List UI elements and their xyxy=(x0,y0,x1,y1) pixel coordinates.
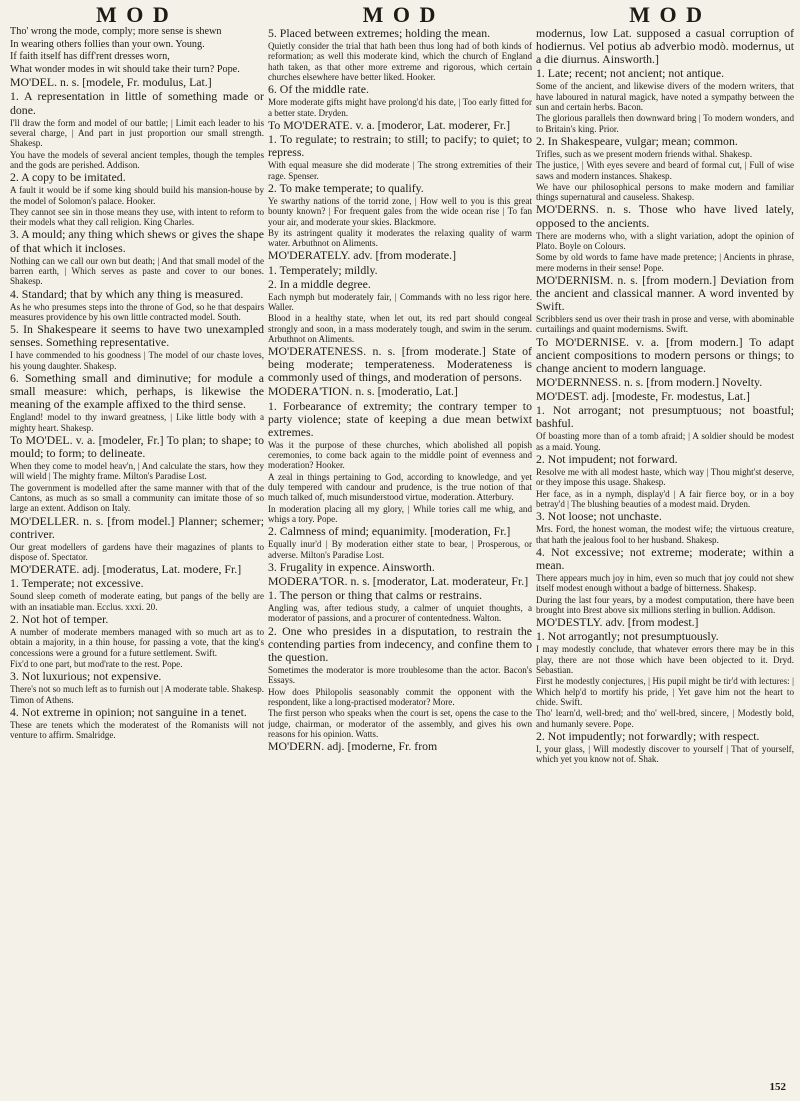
quotation: Angling was, after tedious study, a calmer of unquiet thoughts, a moderator of passions, and a procurer of contentedness. Walton. xyxy=(268,603,532,624)
quotation: The justice, | With eyes severe and beard of formal cut, | Full of wise saws and modern instances. Shakesp. xyxy=(536,160,794,181)
quotation: Some of the ancient, and likewise divers of the modern writers, that have laboured in natural magick, have noted a sympathy between the sun and certain herbs. Bacon. xyxy=(536,81,794,112)
quotation: Quietly consider the trial that hath been thus long had of both kinds of reformation; as well this moderate kind, which the church of England hath taken, as that other more extreme and rigorous, which certain churches elsewhere have better liked. Hooker. xyxy=(268,41,532,82)
quotation: They cannot see sin in those means they use, with intent to reform to their models what they call religion. King Charles. xyxy=(10,206,264,228)
dictionary-entry: 1. A representation in little of something made or done. xyxy=(10,89,264,117)
dictionary-entry: MO'DELLER. n. s. [from model.] Planner; schemer; contriver. xyxy=(10,513,264,541)
dictionary-entry: 4. Not extreme in opinion; not sanguine in a tenet. xyxy=(10,705,247,720)
dictionary-entry: MO'DEST. adj. [modeste, Fr. modestus, Lat.] xyxy=(536,389,750,404)
quotation: Sometimes the moderator is more troublesome than the actor. Bacon's Essays. xyxy=(268,665,532,686)
quotation: Scribblers send us over their trash in prose and verse, with abominable curtailings and quaint modernisms. Swift. xyxy=(536,314,794,335)
header-left: M O D xyxy=(95,2,171,27)
dictionary-entry: MODERA'TOR. n. s. [moderator, Lat. moderateur, Fr.] xyxy=(268,574,529,588)
dictionary-entry: 1. Not arrogantly; not presumptuously. xyxy=(536,629,719,644)
dictionary-entry: MO'DERNNESS. n. s. [from modern.] Novelty. xyxy=(536,374,763,389)
dictionary-columns xyxy=(10,26,794,1086)
dictionary-entry: 1. Not arrogant; not presumptuous; not boastful; bashful. xyxy=(536,403,794,431)
quotation: When they come to model heav'n, | And calculate the stars, how they will wield | The mighty frame. Milton's Paradise Lost. xyxy=(10,461,264,482)
quotation: How does Philopolis seasonably commit the opponent with the respondent, like a long-practised moderator? More. xyxy=(268,686,532,707)
quotation: Nothing can we call our own but death; | And that small model of the barren earth, | Which serves as paste and cover to our bones. Shakesp. xyxy=(10,255,264,287)
quotation: A zeal in things pertaining to God, according to knowledge, and yet duly tempered with candour and prudence, is the true notion of that much talked of, much misunderstood virtue, moderation. Atterbury. xyxy=(268,471,532,503)
quotation: During the last four years, by a modest computation, there have been brought into Brest above six millions sterling in bullion. Addison. xyxy=(536,594,794,615)
dictionary-entry: MO'DERATE. adj. [moderatus, Lat. modere, Fr.] xyxy=(10,562,242,577)
quotation: You have the models of several ancient temples, though the temples and the gods are perished. Addison. xyxy=(10,149,264,170)
quotation: More moderate gifts might have prolong'd his date, | Too early fitted for a better state. Dryden. xyxy=(268,97,532,118)
dictionary-entry: 2. One who presides in a disputation, to restrain the contending parties from indecency, and confine them to the question. xyxy=(268,623,532,664)
quotation: There are moderns who, with a slight variation, adopt the opinion of Plato. Boyle on Colours. xyxy=(536,230,794,251)
dictionary-entry: To MO'DEL. v. a. [modeler, Fr.] To plan; to shape; to mould; to form; to delineate. xyxy=(10,432,264,460)
header-right: M O D xyxy=(629,2,705,27)
dictionary-entry: modernus, low Lat. supposed a casual corruption of hodiernus. Vel potius ab adverbio modò. modernus, ut a die diurnus. Ainsworth.] xyxy=(536,26,794,67)
dictionary-entry: 6. Something small and diminutive; for module a small measure: which, perhaps, is likewise the meaning of the example affixed to the third sense. xyxy=(10,370,264,412)
quotation: First he modestly conjectures, | His pupil might be tir'd with lectures: | Which help'd to mortify his pride, | Yet gave him not the heart to chide. Swift. xyxy=(536,676,794,707)
dictionary-entry: MO'DERN. adj. [moderne, Fr. from xyxy=(268,739,438,754)
dictionary-entry: 2. A copy to be imitated. xyxy=(10,170,126,185)
dictionary-entry: 3. A mould; any thing which shews or gives the shape of that which it incloses. xyxy=(10,227,264,255)
quotation: We have our philosophical persons to make modern and familiar things supernatural and causeless. Shakesp. xyxy=(536,181,794,203)
dictionary-entry: To MO'DERNISE. v. a. [from modern.] To adapt ancient compositions to modern persons or things; to change ancient to modern language. xyxy=(536,334,794,375)
dictionary-entry: MO'DERATELY. adv. [from moderate.] xyxy=(268,248,457,263)
quotation: A fault it would be if some king should build his mansion-house by the model of Solomon's palace. Hooker. xyxy=(10,185,264,206)
header-center: M O D xyxy=(362,2,438,27)
quotation: Trifles, such as we present modern friends withal. Shakesp. xyxy=(536,148,753,159)
dictionary-entry: 1. To regulate; to restrain; to still; to pacify; to quiet; to repress. xyxy=(268,132,532,160)
column-left xyxy=(10,26,264,1086)
text-line: Tho' wrong the mode, comply; more sense is shewn xyxy=(10,26,222,37)
quotation: Blood in a healthy state, when let out, its red part should congeal strongly and soon, in a mass moderately tough, and swim in the serum. Arbuthnot on Aliments. xyxy=(268,313,532,344)
quotation: Of boasting more than of a tomb afraid; | A soldier should be modest as a maid. Young. xyxy=(536,431,794,452)
dictionary-entry: 3. Not loose; not unchaste. xyxy=(536,509,662,524)
dictionary-entry: 3. Frugality in expence. Ainsworth. xyxy=(268,559,435,574)
dictionary-entry: MO'DEL. n. s. [modele, Fr. modulus, Lat.] xyxy=(10,75,212,90)
dictionary-entry: 1. Forbearance of extremity; the contrary temper to party violence; state of keeping a due mean betwixt extremes. xyxy=(268,398,532,439)
quotation: There appears much joy in him, even so much that joy could not shew itself modest enough without a badge of bitterness. Shakesp. xyxy=(536,573,794,594)
dictionary-entry: 2. Not impudent; not forward. xyxy=(536,451,678,466)
quotation: Ye swarthy nations of the torrid zone, | How well to you is this great bounty known? | For frequent gales from the wide ocean rise | To fan your air, and moderate your skies. Blackmore. xyxy=(268,195,532,227)
quotation: Was it the purpose of these churches, which abolished all popish ceremonies, to come back again to the middle point of evenness and moderation? Hooker. xyxy=(268,439,532,471)
quotation: As he who presumes steps into the throne of God, so he that despairs measures providence by his own little contracted model. South. xyxy=(10,301,264,322)
dictionary-entry: 2. Not impudently; not forwardly; with respect. xyxy=(536,728,760,743)
text-line: What wonder modes in wit should take their turn? Pope. xyxy=(10,63,240,75)
quotation: I have commended to his goodness | The model of our chaste loves, his young daughter. Shakesp. xyxy=(10,350,264,371)
text-line: In wearing others follies than your own. Young. xyxy=(10,38,205,50)
quotation: The first person who speaks when the court is set, opens the case to the judge, chairman, or moderator of the assembly, and gives his own reasons for his opinion. Watts. xyxy=(268,708,532,739)
dictionary-entry: 1. The person or thing that calms or restrains. xyxy=(268,588,483,603)
quotation: Sound sleep cometh of moderate eating, but pangs of the belly are with an insatiable man. Ecclus. xxxi. 20. xyxy=(10,591,264,612)
dictionary-entry: 5. Placed between extremes; holding the mean. xyxy=(268,26,491,40)
quotation: Equally inur'd | By moderation either state to bear, | Prosperous, or adverse. Milton's Paradise Lost. xyxy=(268,539,532,560)
quotation: I'll draw the form and model of our battle; | Limit each leader to his several charge, | And part in just proportion our small strength. Shakesp. xyxy=(10,117,264,149)
quotation: Our great modellers of gardens have their magazines of plants to dispose of. Spectator. xyxy=(10,541,264,562)
dictionary-entry: 1. Temperately; mildly. xyxy=(268,262,378,277)
quotation: The glorious parallels then downward bring | To modern wonders, and to Britain's king. Prior. xyxy=(536,113,794,134)
dictionary-entry: MO'DERNS. n. s. Those who have lived lately, opposed to the ancients. xyxy=(536,202,794,230)
column-middle xyxy=(268,26,532,1086)
quotation: I, your glass, | Will modestly discover to yourself | That of yourself, which yet you know not of. Shak. xyxy=(536,743,794,765)
page-number: 152 xyxy=(769,1081,786,1093)
quotation: England! model to thy inward greatness, | Like little body with a mighty heart. Shakesp. xyxy=(10,412,264,433)
dictionary-entry: 2. Not hot of temper. xyxy=(10,612,109,627)
text-line: If faith itself has diff'rent dresses worn, xyxy=(10,51,170,63)
quotation: These are tenets which the moderatest of the Romanists will not venture to affirm. Smalridge. xyxy=(10,720,264,741)
quotation: Mrs. Ford, the honest woman, the modest wife; the virtuous creature, that hath the jealous fool to her husband. Shakesp. xyxy=(536,524,794,545)
quotation: The government is modelled after the same manner with that of the Cantons, as much as so small a community can imitate those of so large an extent. Addison on Italy. xyxy=(10,482,264,514)
quotation: Fix'd to one part, but mod'rate to the rest. Pope. xyxy=(10,659,183,670)
dictionary-entry: 2. Calmness of mind; equanimity. [moderation, Fr.] xyxy=(268,524,511,539)
quotation: With equal measure she did moderate | The strong extremities of their rage. Spenser. xyxy=(268,160,532,181)
dictionary-entry: 2. In a middle degree. xyxy=(268,276,371,291)
quotation: In moderation placing all my glory, | While tories call me whig, and whigs a tory. Pope. xyxy=(268,503,532,524)
dictionary-entry: 5. In Shakespeare it seems to have two unexampled senses. Something representative. xyxy=(10,322,264,350)
quotation: Resolve me with all modest haste, which way | Thou might'st deserve, or they impose this usage. Shakesp. xyxy=(536,467,794,488)
quotation: There's not so much left as to furnish out | A moderate table. Shakesp. Timon of Athens. xyxy=(10,684,264,705)
dictionary-entry: 1. Temperate; not excessive. xyxy=(10,576,144,591)
quotation: By its astringent quality it moderates the relaxing quality of warm water. Arbuthnot on Aliments. xyxy=(268,227,532,249)
dictionary-entry: To MO'DERATE. v. a. [moderor, Lat. moderer, Fr.] xyxy=(268,117,511,132)
quotation: Her face, as in a nymph, display'd | A fair fierce boy, or in a boy betray'd | The blushing beauties of a modest maid. Dryden. xyxy=(536,488,794,509)
dictionary-entry: MODERA'TION. n. s. [moderatio, Lat.] xyxy=(268,384,458,399)
dictionary-entry: 2. In Shakespeare, vulgar; mean; common. xyxy=(536,133,738,148)
quotation: Tho' learn'd, well-bred; and tho' well-bred, sincere, | Modestly bold, and humanly severe. Pope. xyxy=(536,708,794,729)
quotation: Some by old words to fame have made pretence; | Ancients in phrase, mere moderns in their sense! Pope. xyxy=(536,252,794,273)
dictionary-entry: MO'DESTLY. adv. [from modest.] xyxy=(536,615,699,630)
dictionary-entry: 2. To make temperate; to qualify. xyxy=(268,180,424,195)
dictionary-entry: MO'DERATENESS. n. s. [from moderate.] State of being moderate; temperateness. Moderateness is commonly used of things, and moderation of persons. xyxy=(268,344,532,385)
dictionary-entry: 4. Standard; that by which any thing is measured. xyxy=(10,286,244,301)
dictionary-entry: 6. Of the middle rate. xyxy=(268,82,369,97)
dictionary-entry: 4. Not excessive; not extreme; moderate; within a mean. xyxy=(536,544,794,572)
dictionary-entry: MO'DERNISM. n. s. [from modern.] Deviation from the ancient and classical manner. A word invented by Swift. xyxy=(536,272,794,313)
quotation: Each nymph but moderately fair, | Commands with no less rigor here. Waller. xyxy=(268,291,532,312)
quotation: I may modestly conclude, that whatever errors there may be in this play, there are not those which have been objected to it. Dryd. Sebastian. xyxy=(536,644,794,676)
dictionary-entry: 3. Not luxurious; not expensive. xyxy=(10,669,162,684)
dictionary-entry: 1. Late; recent; not ancient; not antique. xyxy=(536,66,725,81)
quotation: A number of moderate members managed with so much art as to obtain a majority, in a thin house, for passing a vote, that the king's concessions were a ground for a future settlement. Swift. xyxy=(10,627,264,658)
column-right xyxy=(536,26,794,1086)
